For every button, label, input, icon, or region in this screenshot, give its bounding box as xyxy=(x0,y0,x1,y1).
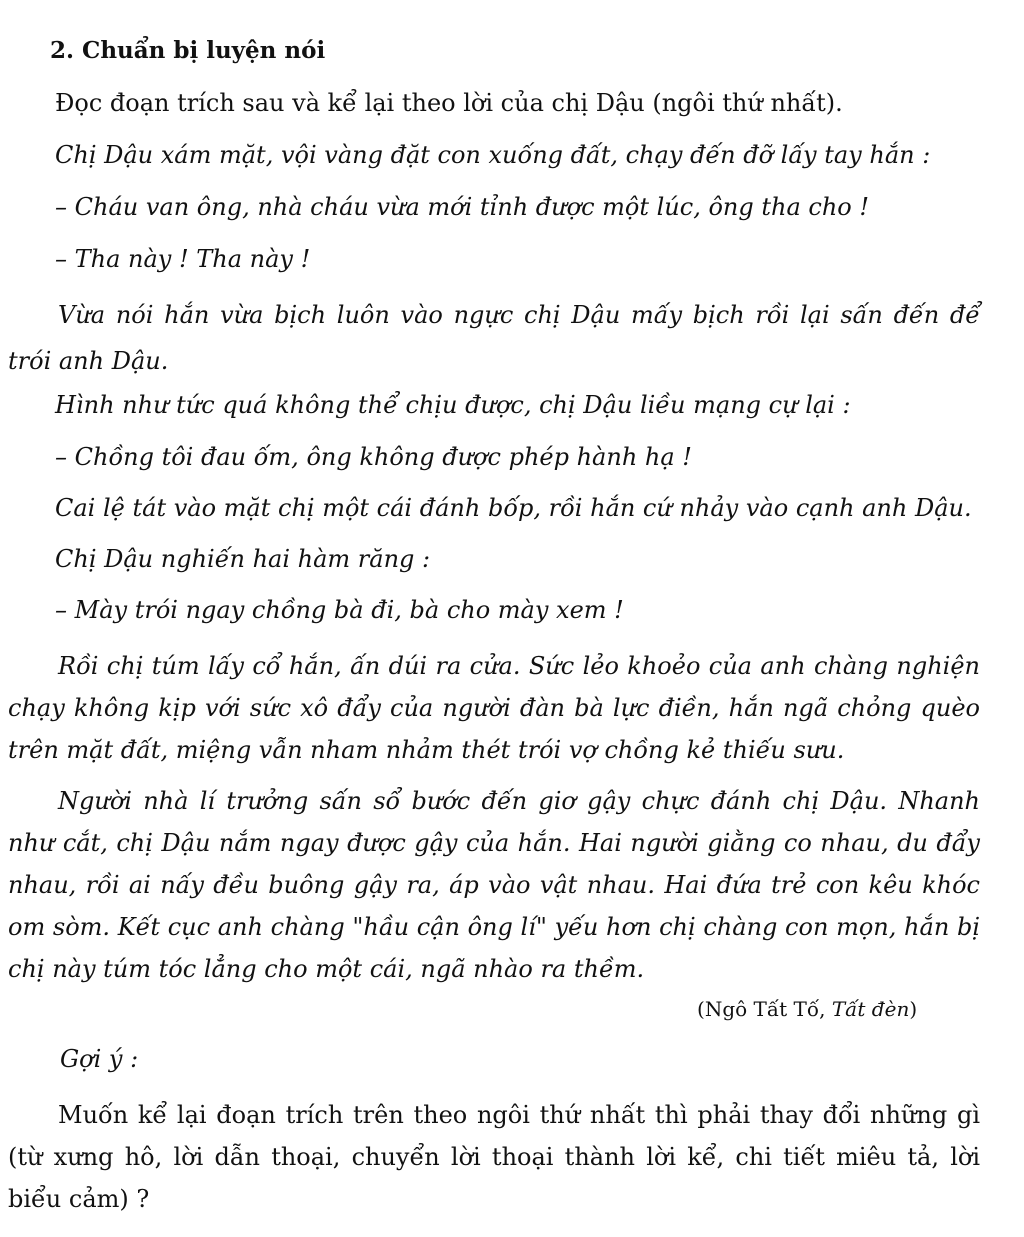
attribution-close: ) xyxy=(909,997,918,1021)
excerpt-dialogue-1: – Cháu van ông, nhà cháu vừa mới tỉnh được một lúc, ông tha cho ! xyxy=(55,193,870,221)
excerpt-dialogue-4: – Mày trói ngay chồng bà đi, bà cho mày xem ! xyxy=(55,596,624,624)
excerpt-dialogue-2: – Tha này ! Tha này ! xyxy=(55,245,311,273)
excerpt-dialogue-3: – Chồng tôi đau ốm, ông không được phép hành hạ ! xyxy=(55,443,692,471)
excerpt-paragraph-1: Chị Dậu xám mặt, vội vàng đặt con xuống đất, chạy đến đỡ lấy tay hắn : xyxy=(55,141,931,169)
excerpt-paragraph-8: Chị Dậu nghiến hai hàm răng : xyxy=(55,545,431,573)
attribution xyxy=(697,996,917,1022)
attribution-author: Ngô Tất Tố xyxy=(704,997,820,1021)
attribution-work: Tất đèn xyxy=(831,997,910,1021)
attribution-open: ( xyxy=(697,997,705,1021)
section-title: 2. Chuẩn bị luyện nói xyxy=(50,37,326,64)
excerpt-paragraph-7: Cai lệ tát vào mặt chị một cái đánh bốp, rồi hắn cứ nhảy vào cạnh anh Dậu. xyxy=(55,494,972,522)
excerpt-paragraph-5: Hình như tức quá không thể chịu được, chị Dậu liều mạng cự lại : xyxy=(55,391,851,419)
excerpt-paragraph-11: Người nhà lí trưởng sấn sổ bước đến giơ gậy chực đánh chị Dậu. Nhanh như cắt, chị Dậu nắm ngay được gậy của hắn. Hai người giằng co nhau, du đẩy nhau, rồi ai nấy đều buông gậy ra, áp vào vật nhau. Hai đứa trẻ con kêu khóc om sòm. Kết cục anh chàng "hầu cận ông lí" yếu hơn chị chàng con mọn, hắn bị chị này túm tóc lẳng cho một cái, ngã nhào ra thềm. xyxy=(8,787,980,983)
excerpt-paragraph-4: Vừa nói hắn vừa bịch luôn vào ngực chị Dậu mấy bịch rồi lại sấn đến để trói anh Dậu. xyxy=(8,301,980,375)
hint-label: Gợi ý : xyxy=(60,1045,139,1073)
attribution-separator: , xyxy=(819,997,832,1021)
hint-text: Muốn kể lại đoạn trích trên theo ngôi thứ nhất thì phải thay đổi những gì (từ xưng hô, lời dẫn thoại, chuyển lời thoại thành lời kể, chi tiết miêu tả, lời biểu cảm) ? xyxy=(8,1101,980,1213)
excerpt-paragraph-10: Rồi chị túm lấy cổ hắn, ấn dúi ra cửa. Sức lẻo khoẻo của anh chàng nghiện chạy không kịp với sức xô đẩy của người đàn bà lực điền, hắn ngã chỏng quèo trên mặt đất, miệng vẫn nham nhảm thét trói vợ chồng kẻ thiếu sưu. xyxy=(8,652,980,764)
instruction-text: Đọc đoạn trích sau và kể lại theo lời của chị Dậu (ngôi thứ nhất). xyxy=(55,89,843,117)
